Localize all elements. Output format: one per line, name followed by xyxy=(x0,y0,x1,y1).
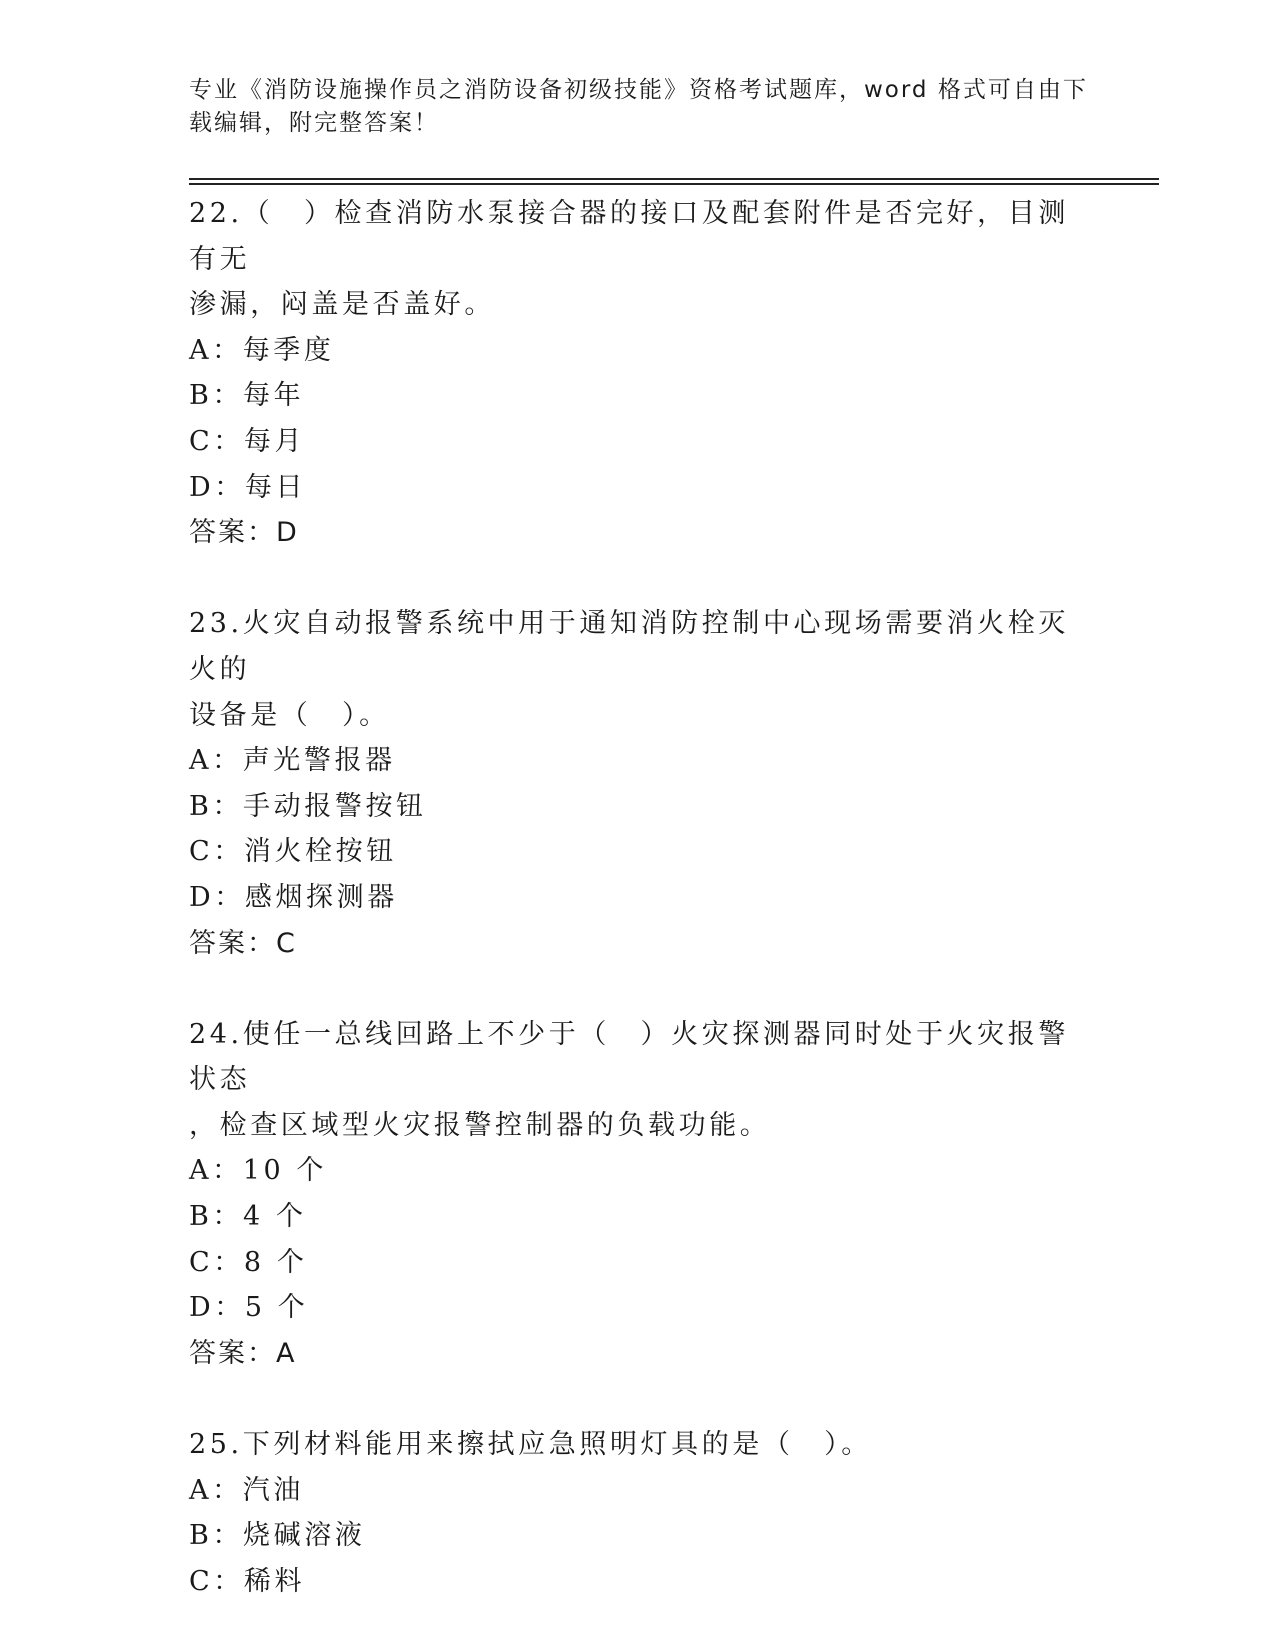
question-22 xyxy=(189,191,1089,556)
option-d: D：5 个 xyxy=(189,1292,309,1324)
question-24 xyxy=(189,1012,1089,1377)
question-25 xyxy=(189,1422,1089,1604)
question-stem-line: ，检查区域型火灾报警控制器的负载功能。 xyxy=(189,1109,771,1141)
option-b: B：手动报警按钮 xyxy=(189,790,427,822)
option-d: D：每日 xyxy=(189,471,307,503)
answer: 答案：A xyxy=(189,1337,297,1369)
option-c: C：消火栓按钮 xyxy=(189,836,397,868)
question-list xyxy=(189,191,1089,1604)
option-a: A：每季度 xyxy=(189,334,335,366)
header-divider-top xyxy=(189,178,1159,180)
spacer xyxy=(189,1376,1089,1422)
option-a: A：汽油 xyxy=(189,1474,304,1506)
header-line-1: 专业《消防设施操作员之消防设备初级技能》资格考试题库，word 格式可自由下 xyxy=(189,77,1088,103)
header-line-2: 载编辑，附完整答案！ xyxy=(189,110,439,136)
option-c: C：8 个 xyxy=(189,1246,308,1278)
option-b: B：烧碱溶液 xyxy=(189,1520,366,1552)
option-b: B：4 个 xyxy=(189,1201,307,1233)
spacer xyxy=(189,556,1089,602)
header-divider-bottom xyxy=(189,183,1159,185)
option-d: D：感烟探测器 xyxy=(189,881,398,913)
question-stem-line: 渗漏，闷盖是否盖好。 xyxy=(189,289,495,321)
option-b: B：每年 xyxy=(189,380,305,412)
question-stem-line: 23.火灾自动报警系统中用于通知消防控制中心现场需要消火栓灭火的 xyxy=(189,608,1069,685)
option-a: A：10 个 xyxy=(189,1155,328,1187)
question-stem-line: 22.（ ）检查消防水泵接合器的接口及配套附件是否完好，目测有无 xyxy=(189,198,1069,275)
answer: 答案：D xyxy=(189,517,299,549)
question-stem-line: 24.使任一总线回路上不少于（ ）火灾探测器同时处于火灾报警状态 xyxy=(189,1018,1069,1096)
document-header xyxy=(189,74,1089,140)
option-c: C：每月 xyxy=(189,425,306,457)
answer: 答案：C xyxy=(189,927,297,959)
question-stem-line: 设备是（ ）。 xyxy=(189,699,390,731)
spacer xyxy=(189,966,1089,1012)
option-c: C：稀料 xyxy=(189,1565,306,1597)
option-a: A：声光警报器 xyxy=(189,745,396,777)
question-23 xyxy=(189,601,1089,966)
question-stem-line: 25.下列材料能用来擦拭应急照明灯具的是（ ）。 xyxy=(189,1429,872,1461)
